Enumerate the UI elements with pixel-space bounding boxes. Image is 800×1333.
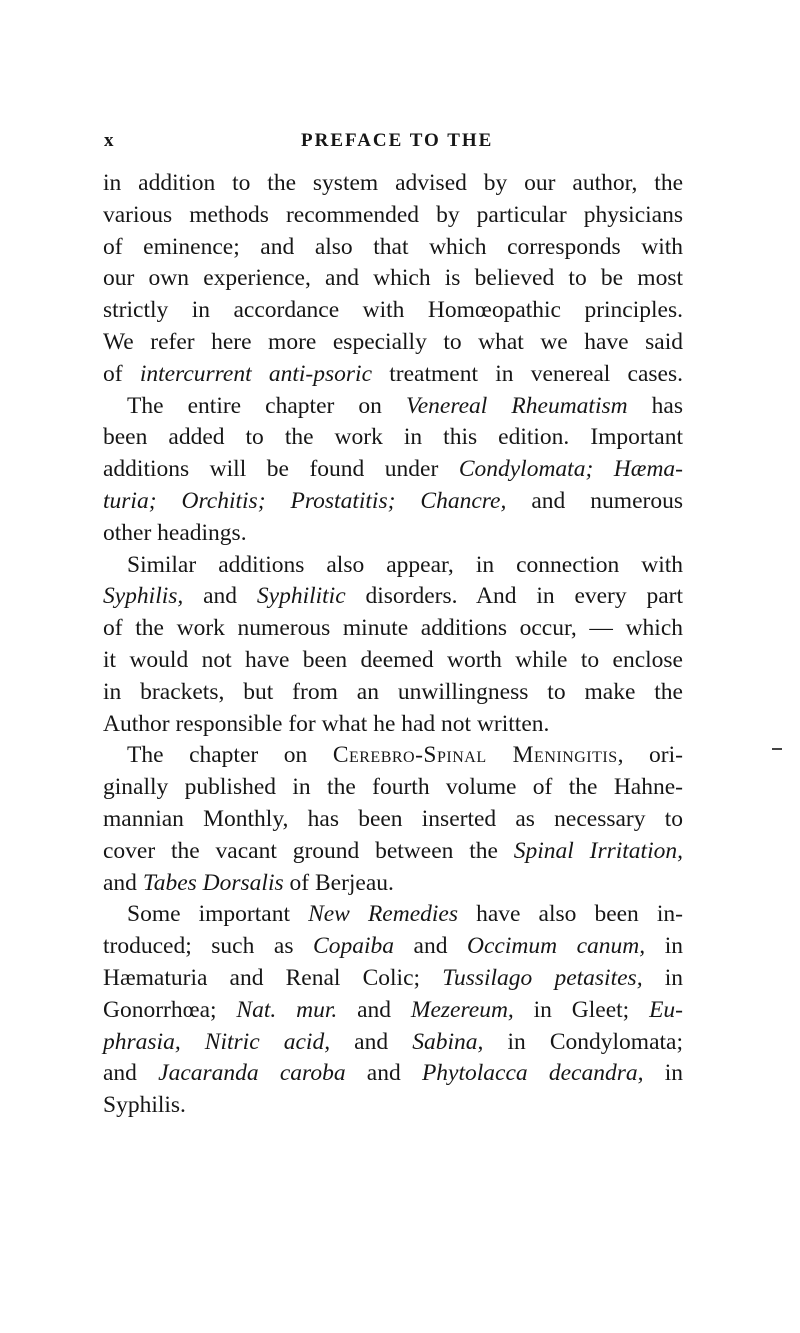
text-run: troduced; such as [103, 933, 314, 960]
small-caps-run: Cerebro-Spinal Meningitis [332, 742, 618, 769]
text-run: it would not have been deemed worth while to enclose [103, 646, 683, 673]
text-run: of Berjeau. [283, 869, 394, 896]
text-line [103, 1090, 683, 1122]
text-run: various methods recommended by particular physicians [103, 201, 683, 228]
text-run: in [645, 933, 683, 960]
text-line [103, 232, 683, 264]
text-run: other headings. [103, 519, 247, 546]
text-run: , ori- [617, 742, 683, 769]
text-line [103, 804, 683, 836]
paragraph-start-line [103, 740, 683, 772]
text-run: We refer here more especially to what we have said [103, 328, 683, 355]
text-line [103, 868, 683, 900]
italic-run: Tabes Dorsalis [142, 869, 284, 896]
text-line [103, 454, 683, 486]
text-run: Some important [127, 901, 309, 928]
italic-run: turia; Orchitis; Prostatitis; Chancre, [103, 487, 507, 514]
text-run: been added to the work in this edition. Important [103, 424, 683, 451]
italic-run: intercurrent anti-psoric [139, 360, 373, 387]
text-run: cover the vacant ground between the [103, 837, 514, 864]
text-line [103, 1058, 683, 1090]
text-line [103, 645, 683, 677]
text-run: Syphilis. [103, 1092, 186, 1119]
text-run: and [330, 1028, 413, 1055]
paragraph-start-line [103, 391, 683, 423]
italic-run: Occimum canum, [467, 933, 646, 960]
italic-run: Venereal Rheumatism [405, 392, 628, 419]
text-line [103, 518, 683, 550]
italic-run: Eu- [649, 996, 684, 1023]
running-title: PREFACE TO THE [301, 130, 494, 151]
text-line [103, 995, 683, 1027]
text-run: of eminence; and also that which corresponds with [103, 233, 683, 260]
paragraph-start-line [103, 550, 683, 582]
text-run: and numerous [506, 487, 683, 514]
margin-mark [772, 748, 782, 750]
text-line [103, 1027, 683, 1059]
text-run: The chapter on [127, 742, 333, 769]
text-line [103, 963, 683, 995]
text-line [103, 263, 683, 295]
italic-run: Tussilago petasites, [442, 964, 643, 991]
text-run: additions will be found under [103, 456, 459, 483]
page-number: x [104, 130, 116, 151]
text-line [103, 772, 683, 804]
text-line [103, 359, 683, 391]
italic-run: Phytolacca decandra, [421, 1060, 644, 1087]
italic-run: New Remedies [308, 901, 458, 928]
italic-run: phrasia, Nitric acid, [103, 1028, 331, 1055]
text-run: and [337, 996, 411, 1023]
running-head [104, 130, 684, 156]
text-run: and [103, 869, 143, 896]
body-text [103, 168, 683, 1122]
text-run: mannian Monthly, has been inserted as necessary to [103, 805, 683, 832]
text-run: Hæmaturia and Renal Colic; [103, 964, 443, 991]
text-run: in Condylomata; [483, 1028, 684, 1055]
text-run: in addition to the system advised by our author, the [103, 170, 683, 196]
text-run: Author responsible for what he had not written. [103, 710, 550, 737]
text-line [103, 327, 683, 359]
text-run: have also been in- [457, 901, 683, 928]
text-line [103, 168, 683, 200]
italic-run: Spinal Irritation, [513, 837, 683, 864]
text-run: of [103, 360, 140, 387]
text-line [103, 581, 683, 613]
text-line [103, 613, 683, 645]
text-line [103, 486, 683, 518]
text-run: has [627, 392, 683, 419]
italic-run: Mezereum, [410, 996, 514, 1023]
text-run: The entire chapter on [127, 392, 406, 419]
text-run: in Gleet; [513, 996, 650, 1023]
italic-run: Nat. mur. [236, 996, 338, 1023]
paragraph-start-line [103, 899, 683, 931]
text-line [103, 709, 683, 741]
text-line [103, 931, 683, 963]
text-run: disorders. And in every part [345, 583, 683, 610]
text-run: and [103, 1060, 159, 1087]
text-run: treatment in venereal cases. [372, 360, 683, 387]
text-run: in brackets, but from an unwillingness to make the [103, 678, 683, 705]
text-line [103, 295, 683, 327]
italic-run: Jacaranda caroba [158, 1060, 346, 1087]
text-line [103, 422, 683, 454]
text-run: ginally published in the fourth volume of the Hahne- [103, 774, 683, 801]
text-line [103, 200, 683, 232]
text-run: and [345, 1060, 422, 1087]
text-run: our own experience, and which is believed to be most [103, 265, 683, 292]
text-line [103, 677, 683, 709]
text-run: and [394, 933, 468, 960]
text-run: and [183, 583, 257, 610]
text-run: in [643, 1060, 684, 1087]
text-line [103, 836, 683, 868]
italic-run: Condylomata; Hæma- [458, 456, 683, 483]
text-run: strictly in accordance with Homœopathic principles. [103, 297, 683, 324]
text-run: Similar additions also appear, in connection with [127, 551, 683, 578]
italic-run: Syphilis, [103, 583, 184, 610]
text-run: Gonorrhœa; [103, 996, 237, 1023]
italic-run: Copaiba [313, 933, 394, 960]
text-run: of the work numerous minute additions occur, — which [103, 615, 683, 642]
italic-run: Syphilitic [256, 583, 346, 610]
italic-run: Sabina, [412, 1028, 484, 1055]
text-run: in [642, 964, 684, 991]
